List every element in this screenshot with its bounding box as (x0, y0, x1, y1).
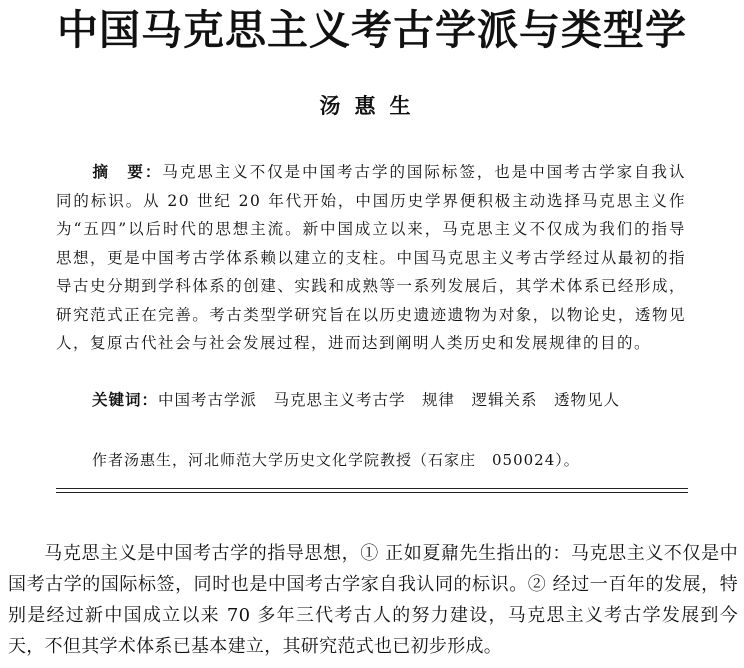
body-paragraph-text: 马克思主义是中国考古学的指导思想，① 正如夏鼐先生指出的：马克思主义不仅是中国考古学的国际标签，同时也是中国考古学家自我认同的标识。② 经过一百年的发展，特别是经过新中国成立以来 70 多年三代考古人的努力建设，马克思主义考古学发展到今天，不但其学术体系已基本建立，其研究范式也已初步形成。 (8, 543, 738, 657)
keywords (92, 388, 620, 410)
article-title: 中国马克思主义考古学派与类型学 (57, 6, 687, 54)
author-note: 作者汤惠生，河北师范大学历史文化学院教授（石家庄 050024）。 (92, 451, 580, 469)
body-paragraph (8, 538, 738, 662)
abstract-label: 摘 要： (92, 162, 163, 181)
keywords-text: 中国考古学派 马克思主义考古学 规律 逻辑关系 透物见人 (158, 391, 621, 409)
keywords-label: 关键词： (92, 390, 159, 409)
divider-line-thin (56, 492, 688, 493)
divider-line (56, 488, 688, 489)
abstract (56, 158, 686, 358)
author-name: 汤惠生 (319, 93, 425, 118)
abstract-text: 马克思主义不仅是中国考古学的国际标签，也是中国考古学家自我认同的标识。从 20 世纪 20 年代开始，中国历史学界便积极主动选择马克思主义作为“五四”以后时代的思想主流。新中国成立以来，马克思主义不仅成为我们的指导思想，更是中国考古学体系赖以建立的支柱。中国马克思主义考古学经过从最初的指导古史分期到学科体系的创建、实践和成熟等一系列发展后，其学术体系已经形成，研究范式正在完善。考古类型学研究旨在以历史遗迹遗物为对象，以物论史，透物见人，复原古代社会与社会发展过程，进而达到阐明人类历史和发展规律的目的。 (56, 163, 686, 352)
